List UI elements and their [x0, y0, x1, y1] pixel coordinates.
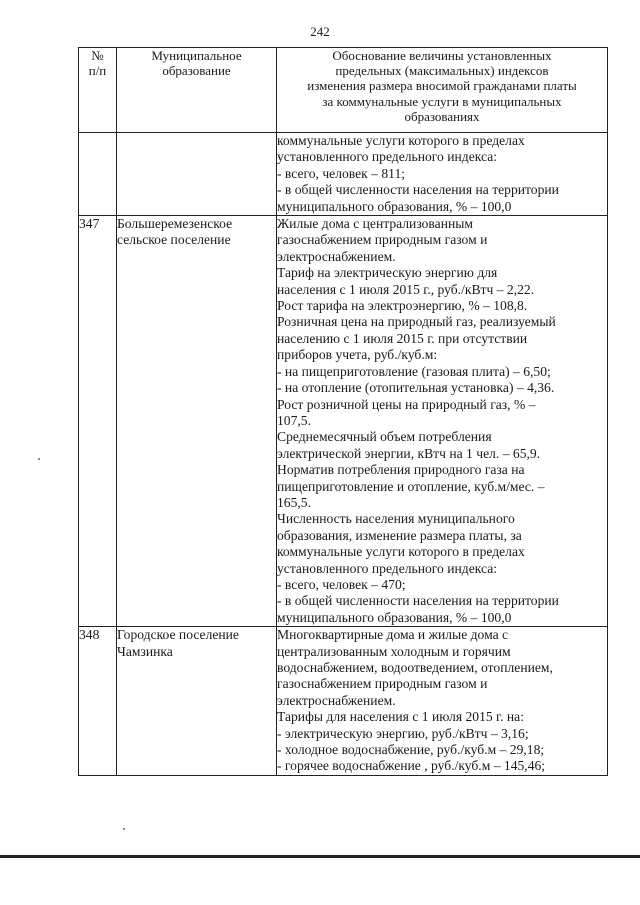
description-line: коммунальные услуги которого в пределах: [277, 133, 525, 148]
description-line: - в общей численности населения на территории: [277, 182, 559, 198]
page-number: 242: [310, 24, 330, 39]
description-line: Численность населения муниципального: [277, 511, 515, 527]
description-line: - всего, человек – 811;: [277, 165, 406, 181]
description-line: электроснабжением.: [277, 692, 396, 708]
header-justification-line: за коммунальные услуги в муниципальных: [322, 93, 562, 109]
description-line: муниципального образования, % – 100,0: [277, 198, 512, 214]
row-number: 348: [79, 627, 117, 776]
description-line: образования, изменение размера платы, за: [277, 527, 522, 543]
row-number: 347: [79, 216, 117, 627]
header-justification-line: образованиях: [404, 108, 480, 124]
description-line: установленного предельного индекса:: [277, 560, 498, 576]
municipality-line: Большеремезенское: [117, 216, 233, 232]
description-line: - на отопление (отопительная установка) – 4,36.: [277, 380, 555, 396]
header-justification-line: Обоснование величины установленных: [332, 48, 552, 63]
description-line: Жилые дома с централизованным: [277, 216, 473, 232]
description-line: водоснабжением, водоотведением, отоплением,: [277, 660, 553, 675]
description-line: Среднемесячный объем потребления: [277, 429, 492, 445]
header-justification-line: предельных (максимальных) индексов: [335, 63, 549, 79]
page-bottom-rule: [0, 855, 640, 858]
description-line: - электрическую энергию, руб./кВтч – 3,16;: [277, 725, 529, 741]
header-number-line-1: №: [91, 48, 104, 63]
description-line: Розничная цена на природный газ, реализуемый: [277, 314, 556, 330]
row-description: [277, 627, 608, 776]
description-line: приборов учета, руб./куб.м:: [277, 347, 438, 363]
table-header-row: [79, 48, 608, 133]
description-line: - на пищеприготовление (газовая плита) – 6,50;: [277, 363, 551, 379]
description-line: 165,5.: [277, 494, 311, 510]
description-line: 107,5.: [277, 412, 311, 428]
description-line: Рост розничной цены на природный газ, % –: [277, 396, 536, 412]
description-line: газоснабжением природным газом и: [277, 676, 488, 692]
table-row: [79, 627, 608, 776]
description-line: Рост тарифа на электроэнергию, % – 108,8.: [277, 298, 528, 314]
description-line: - горячее водоснабжение , руб./куб.м – 145,46;: [277, 758, 546, 774]
municipality-line: сельское поселение: [117, 232, 231, 248]
row-municipality: [117, 216, 277, 627]
description-line: Тариф на электрическую энергию для: [277, 265, 498, 281]
municipality-line: Городское поселение: [117, 627, 239, 643]
description-line: централизованным холодным и горячим: [277, 643, 511, 659]
description-line: пищеприготовление и отопление, куб.м/мес. –: [277, 478, 545, 494]
description-line: муниципального образования, % – 100,0: [277, 609, 512, 625]
row-municipality: [117, 627, 277, 776]
municipality-line: Чамзинка: [117, 643, 173, 659]
header-number: [79, 48, 117, 133]
row-description: [277, 133, 608, 216]
header-number-line-2: п/п: [88, 63, 107, 79]
description-line: установленного предельного индекса:: [277, 149, 498, 165]
table-row: [79, 133, 608, 216]
description-line: электрической энергии, кВтч на 1 чел. – 65,9.: [277, 445, 541, 461]
header-justification-line: изменения размера вносимой гражданами платы: [307, 78, 577, 94]
description-line: - холодное водоснабжение, руб./куб.м – 29,18;: [277, 742, 545, 758]
table-row: [79, 216, 608, 627]
description-line: населения с 1 июля 2015 г., руб./кВтч – 2,22.: [277, 281, 535, 297]
description-line: Многоквартирные дома и жилые дома с: [277, 627, 509, 643]
scan-speck: [123, 828, 125, 830]
tariff-table: [78, 47, 608, 776]
row-municipality: [117, 133, 277, 216]
header-municipality-line-2: образование: [162, 63, 231, 79]
header-municipality-line-1: Муниципальное: [151, 48, 242, 63]
description-line: электроснабжением.: [277, 248, 396, 264]
description-line: Тарифы для населения с 1 июля 2015 г. на:: [277, 709, 524, 725]
description-line: населению с 1 июля 2015 г. при отсутствии: [277, 330, 528, 346]
description-line: - в общей численности населения на территории: [277, 593, 559, 609]
scan-speck: [38, 458, 40, 460]
header-justification: [277, 48, 608, 133]
header-municipality: [117, 48, 277, 133]
row-description: [277, 216, 608, 627]
description-line: коммунальные услуги которого в пределах: [277, 544, 525, 560]
description-line: газоснабжением природным газом и: [277, 232, 488, 248]
row-number: [79, 133, 117, 216]
description-line: Норматив потребления природного газа на: [277, 462, 525, 478]
description-line: - всего, человек – 470;: [277, 576, 406, 592]
